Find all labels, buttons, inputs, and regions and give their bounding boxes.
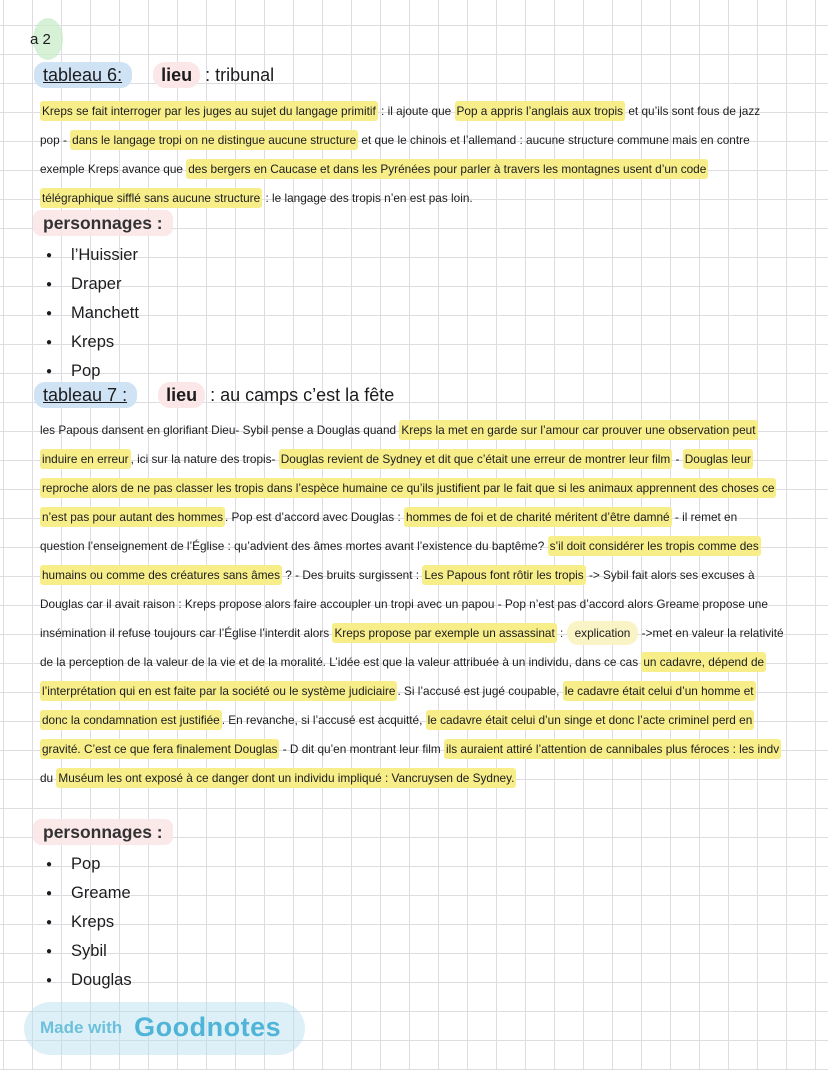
text-segment: question l’enseignement de l’Église : qu’advient des âmes mortes avant l’existence du baptême? xyxy=(40,539,548,553)
text-segment: ->met en valeur la relativité xyxy=(638,626,784,640)
bullet-icon: ● xyxy=(46,917,53,928)
highlighted-text: dans le langage tropi on ne distingue aucune structure xyxy=(70,130,358,150)
bullet-icon: ● xyxy=(46,308,53,319)
bullet-icon: ● xyxy=(46,859,53,870)
text-line xyxy=(40,532,800,561)
text-segment: . Pop est d’accord avec Douglas : xyxy=(225,510,405,524)
bullet-icon: ● xyxy=(46,946,53,957)
text-segment: : xyxy=(556,626,567,640)
text-line xyxy=(40,126,800,155)
text-segment: exemple Kreps avance que xyxy=(40,162,187,176)
tableau7-personnages-list xyxy=(46,850,132,995)
text-segment: pop - xyxy=(40,133,71,147)
text-line xyxy=(40,561,800,590)
highlighted-text: ils auraient attiré l’attention de cannibales plus féroces : les indv xyxy=(444,739,781,759)
text-line xyxy=(40,474,800,503)
tableau7-lieu-label: lieu xyxy=(158,382,205,408)
text-line xyxy=(40,735,800,764)
tableau6-summary xyxy=(40,97,800,213)
text-segment: . En revanche, si l’accusé est acquitté, xyxy=(221,713,426,727)
text-segment: - il remet en xyxy=(671,510,738,524)
highlighted-text: un cadavre, dépend de xyxy=(641,652,766,672)
watermark-made-with: Made with xyxy=(40,1017,123,1037)
bullet-icon: ● xyxy=(46,337,53,348)
highlighted-text: télégraphique sifflé sans aucune structure xyxy=(40,188,262,208)
list-item xyxy=(46,937,132,966)
tableau6-heading xyxy=(43,65,274,86)
text-line xyxy=(40,445,800,474)
tableau6-title: tableau 6: xyxy=(34,62,132,88)
bullet-icon: ● xyxy=(46,279,53,290)
list-item-label: Manchett xyxy=(71,304,139,322)
list-item xyxy=(46,299,139,328)
personnages-label: personnages : xyxy=(33,210,173,236)
page-annotation: a 2 xyxy=(30,31,51,48)
text-line xyxy=(40,590,800,619)
list-item-label: Draper xyxy=(71,275,122,293)
text-line xyxy=(40,619,800,648)
list-item-label: Greame xyxy=(71,884,131,902)
highlighted-text: explication xyxy=(567,621,639,645)
text-segment: : le langage des tropis n’en est pas loin. xyxy=(262,191,473,205)
highlighted-text: le cadavre était celui d’un singe et donc l’acte criminel perd en xyxy=(426,710,755,730)
text-segment: -> Sybil fait alors ses excuses à xyxy=(585,568,755,582)
list-item-label: Pop xyxy=(71,855,101,873)
tableau6-personnages-list xyxy=(46,241,139,386)
goodnotes-watermark[interactable] xyxy=(24,1002,305,1055)
tableau6-lieu-value: : tribunal xyxy=(205,65,275,85)
bullet-icon: ● xyxy=(46,888,53,899)
text-line xyxy=(40,97,800,126)
list-item xyxy=(46,966,132,995)
list-item-label: Kreps xyxy=(71,913,115,931)
tableau7-summary xyxy=(40,416,800,793)
text-line xyxy=(40,764,800,793)
list-item-label: Sybil xyxy=(71,942,107,960)
highlighted-text: le cadavre était celui d’un homme et xyxy=(563,681,756,701)
goodnotes-logo: Goodnotes xyxy=(134,1012,282,1042)
text-segment: ? - Des bruits surgissent : xyxy=(282,568,423,582)
text-segment: : il ajoute que xyxy=(377,104,455,118)
tableau7-heading xyxy=(43,385,394,406)
tableau7-title: tableau 7 : xyxy=(34,382,137,408)
text-line xyxy=(40,648,800,677)
personnages-label: personnages : xyxy=(33,819,173,845)
list-item-label: Douglas xyxy=(71,971,132,989)
highlighted-text: reproche alors de ne pas classer les tropis dans l’espèce humaine ce qu’ils justifient par le fait que si les animaux apprennent des choses ce xyxy=(40,478,776,498)
text-segment: - xyxy=(672,452,683,466)
text-segment: de la perception de la valeur de la vie et de la moralité. L’idée est que la valeur attribuée à un individu, dans ce cas xyxy=(40,655,642,669)
text-line xyxy=(40,155,800,184)
text-segment: et qu’ils sont fous de jazz xyxy=(625,104,761,118)
text-segment: , ici sur la nature des tropis- xyxy=(130,452,279,466)
text-line xyxy=(40,503,800,532)
text-segment: - D dit qu’en montrant leur film xyxy=(279,742,444,756)
bullet-icon: ● xyxy=(46,366,53,377)
text-segment: insémination il refuse toujours car l’Église l’interdit alors xyxy=(40,626,333,640)
text-segment: les Papous dansent en glorifiant Dieu- Sybil pense a Douglas quand xyxy=(40,423,400,437)
highlighted-text: hommes de foi et de charité méritent d’être damné xyxy=(404,507,672,527)
list-item xyxy=(46,908,132,937)
highlighted-text: gravité. C’est ce que fera finalement Douglas xyxy=(40,739,279,759)
text-line xyxy=(40,677,800,706)
highlighted-text: n’est pas pour autant des hommes xyxy=(40,507,225,527)
highlighted-text: Kreps se fait interroger par les juges au sujet du langage primitif xyxy=(40,101,378,121)
highlighted-text: Douglas revient de Sydney et dit que c’était une erreur de montrer leur film xyxy=(279,449,673,469)
list-item-label: l’Huissier xyxy=(71,246,138,264)
tableau7-lieu-value: : au camps c’est la fête xyxy=(210,385,395,405)
tableau6-personnages-heading xyxy=(43,213,173,234)
list-item xyxy=(46,850,132,879)
list-item xyxy=(46,241,139,270)
list-item-label: Kreps xyxy=(71,333,115,351)
text-segment: du xyxy=(40,771,57,785)
highlighted-text: Kreps la met en garde sur l’amour car prouver une observation peut xyxy=(399,420,757,440)
tableau7-personnages-heading xyxy=(43,822,173,843)
highlighted-text: s’il doit considérer les tropis comme des xyxy=(548,536,761,556)
list-item xyxy=(46,328,139,357)
text-line xyxy=(40,706,800,735)
text-line xyxy=(40,416,800,445)
tableau6-lieu-label: lieu xyxy=(153,62,200,88)
highlighted-text: Kreps propose par exemple un assassinat xyxy=(332,623,556,643)
text-segment: . Si l’accusé est jugé coupable, xyxy=(397,684,563,698)
highlighted-text: des bergers en Caucase et dans les Pyrénées pour parler à travers les montagnes usent d’un code xyxy=(186,159,708,179)
text-segment: Douglas car il avait raison : Kreps propose alors faire accoupler un tropi avec un papou - Pop n’est pas d’accord alors Greame propose une xyxy=(40,597,768,611)
highlighted-text: donc la condamnation est justifiée xyxy=(40,710,222,730)
highlighted-text: Pop a appris l’anglais aux tropis xyxy=(455,101,626,121)
highlighted-text: humains ou comme des créatures sans âmes xyxy=(40,565,282,585)
highlighted-text: Muséum les ont exposé à ce danger dont un individu impliqué : Vancruysen de Sydney. xyxy=(56,768,516,788)
bullet-icon: ● xyxy=(46,250,53,261)
list-item-label: Pop xyxy=(71,362,101,380)
list-item xyxy=(46,879,132,908)
highlighted-text: Les Papous font rôtir les tropis xyxy=(422,565,585,585)
bullet-icon: ● xyxy=(46,975,53,986)
list-item xyxy=(46,270,139,299)
text-segment: et que le chinois et l’allemand : aucune structure commune mais en contre xyxy=(358,133,750,147)
text-line xyxy=(40,184,800,213)
highlighted-text: Douglas leur xyxy=(683,449,753,469)
highlighted-text: l’interprétation qui en est faite par la société ou le système judiciaire xyxy=(40,681,397,701)
highlighted-text: induire en erreur xyxy=(40,449,131,469)
